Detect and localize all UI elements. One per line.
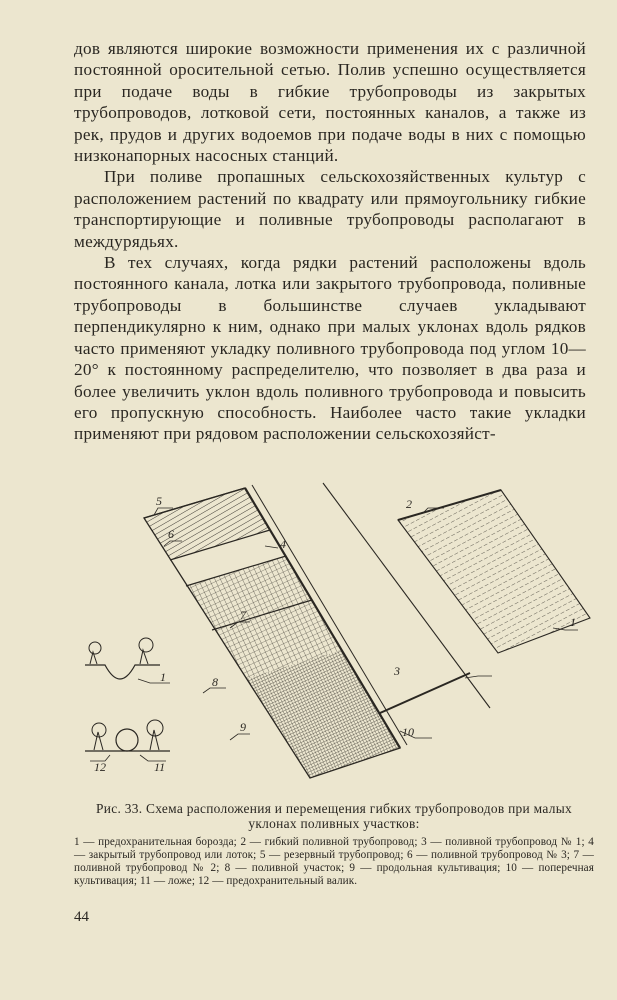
legend-item: 1 — предохранительная борозда; xyxy=(74,836,241,848)
legend-item: 9 — продольная культивация; xyxy=(349,862,506,874)
legend-item: 5 — резервный трубопровод; xyxy=(259,849,408,861)
callout-3: 3 xyxy=(394,664,400,678)
irrigation-field xyxy=(140,483,410,783)
legend-item: 10 — поперечная культивация; xyxy=(74,862,594,887)
caption-legend xyxy=(74,836,594,888)
callout-1-left: 1 xyxy=(160,670,166,684)
callout-2: 2 xyxy=(406,497,412,511)
figure-33-diagram xyxy=(80,468,600,788)
callout-5: 5 xyxy=(156,494,162,508)
legend-item: 8 — поливной участок; xyxy=(224,862,350,874)
callout-7: 7 xyxy=(240,608,246,622)
paragraph: дов являются широкие возможности применения их с различной постоянной оросительной сетью. Полив успешно осуществляется при подаче воды в гибкие трубопроводы из закрытых трубопроводов, лотковой сети, постоянных каналов, а также из рек, прудов и других водоемов при подаче воды в них с помощью низконапорных насосных станций. xyxy=(74,39,586,166)
legend-item: 3 — поливной трубопровод № 1; xyxy=(421,836,589,848)
legend-item: 12 — предохранительный валик. xyxy=(197,875,358,887)
legend-item: 4 — закрытый трубопровод или лоток; xyxy=(74,836,594,861)
callout-8: 8 xyxy=(212,675,218,689)
callout-6: 6 xyxy=(168,527,174,541)
cross-section-pipe xyxy=(85,720,170,751)
caption-title: Рис. 33. Схема расположения и перемещения гибких трубопроводов при малых уклонах поливных участков: xyxy=(95,801,572,831)
body-text xyxy=(74,38,586,445)
legend-item: 11 — ложе; xyxy=(139,875,198,887)
callout-4: 4 xyxy=(280,537,286,551)
callout-1-right: 1 xyxy=(570,615,576,629)
paragraph: В тех случаях, когда рядки растений расположены вдоль постоянного канала, лотка или закрытого трубопровода, поливные трубопроводы в большинстве случаев укладывают перпендикулярно к ним, однако при малых уклонах вдоль рядков часто применяют укладку поливного трубопровода под углом 10—20° к постоянному распределителю, что позволяет в два раза и более увеличить уклон вдоль поливного трубопровода и повысить его пропускную способность. Наиболее часто такие укладки применяют при рядовом расположении сельскохозяйст- xyxy=(74,253,586,444)
legend-item: 2 — гибкий поливной трубопровод; xyxy=(240,836,422,848)
cross-section-furrow xyxy=(85,638,160,679)
page-number: 44 xyxy=(74,909,89,925)
legend-item: 7 — поливной трубопровод № 2; xyxy=(74,849,594,874)
legend-item: 6 — поливной трубопровод № 3; xyxy=(407,849,574,861)
figure-caption xyxy=(74,801,594,888)
callout-9: 9 xyxy=(240,720,246,734)
callout-11: 11 xyxy=(154,760,166,774)
paragraph: При поливе пропашных сельскохозяйственных культур с расположением растений по квадрату или прямоугольнику гибкие транспортирующие и поливные трубопроводы располагают в междурядьях. xyxy=(74,167,586,251)
callout-10: 10 xyxy=(402,725,414,739)
callout-12: 12 xyxy=(94,760,106,774)
